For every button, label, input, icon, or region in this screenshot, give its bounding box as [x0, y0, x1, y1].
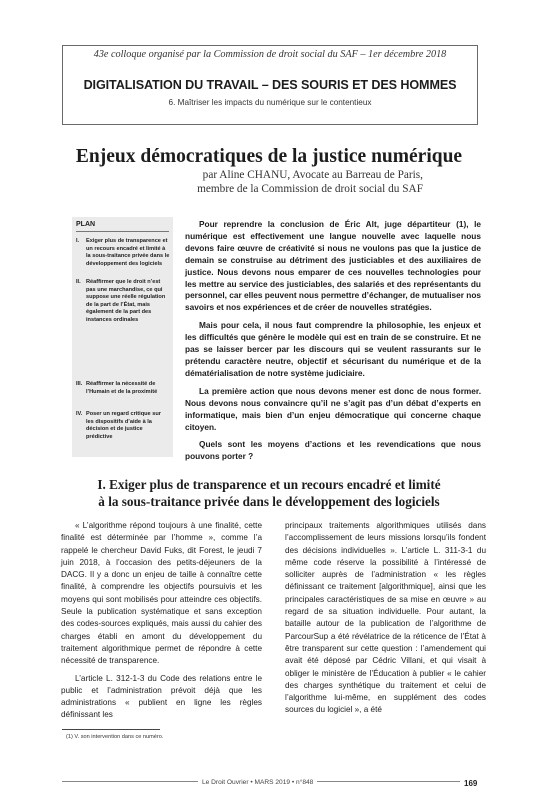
- body-paragraph: « L’algorithme répond toujours à une finalité, cette finalité est déterminée par l’homme », comme l’a rappelé le chercheur David Fuks, dit Forest, le jeudi 7 juin 2018, à l’occasion des petits-déjeuners de la DACG. Il y a donc un enjeu de taille à connaître cette finalité, à comprendre les objectifs poursuivis et les moyens qui sont mobilisés pour atteindre ces objectifs. Seule la publication systématique et sans exception des codes-sources expliqués, mais aussi du cahier des charges établi en amont du développement du traitement algorithmique permet de répondre à cette nécessité de transparence.: [61, 521, 262, 666]
- plan-item-text: Poser un regard critique sur les dispositifs d’aide à la décision et de justice prédictive: [86, 411, 161, 440]
- plan-heading: PLAN: [76, 221, 96, 228]
- plan-item-number: IV.: [76, 411, 83, 417]
- intro-paragraph: Mais pour cela, il nous faut comprendre la philosophie, les enjeux et les difficultés que génère le modèle qui est en train de se construire. Et ne pas se laisser bercer par les discours qui se veulent rassurants sur le prétendu caractère neutre, objectif et sécurisant du numérique et de la dématérialisation de notre système judiciaire.: [185, 320, 481, 378]
- body-column-left: [61, 520, 262, 727]
- plan-item-text: Réaffirmer que le droit n’est pas une marchandise, ce qui suppose une réelle régulation de la part de l’État, mais également de la part des instances ordinales: [86, 279, 166, 323]
- section-heading-line: I. Exiger plus de transparence et un recours encadré et limité: [97, 477, 441, 492]
- intro-paragraph: Pour reprendre la conclusion de Éric Alt, juge départiteur (1), le numérique est effectivement une langue nouvelle avec laquelle nous devons faire œuvre de créativité si nous ne voulons pas que la justice de demain se construise au détriment des justiciables et des auxiliaires de justice. Nous devons nous emparer de ces nouvelles technologies pour les mettre au service des justiciables, des salariés et des représentants du personnel, car elles peuvent nous permettre d’échanger, de mutualiser nos savoirs et nos expériences et de créer de nouvelles stratégies.: [185, 219, 482, 313]
- plan-item: [76, 381, 170, 396]
- plan-item-text: Exiger plus de transparence et un recours encadré et limité à la sous-traitance privée dans le développement des logiciels: [86, 238, 170, 267]
- plan-divider: [76, 231, 169, 232]
- colloque-header-box: [62, 45, 478, 125]
- colloque-line: 43e colloque organisé par la Commission de droit social du SAF – 1er décembre 2018: [63, 49, 477, 60]
- dossier-title: DIGITALISATION DU TRAVAIL – DES SOURIS ET DES HOMMES: [83, 78, 457, 92]
- body-column-right: [285, 520, 486, 722]
- footnote-rule: [62, 729, 160, 730]
- article-title: Enjeux démocratiques de la justice numérique: [75, 146, 463, 167]
- plan-sidebar: [72, 217, 173, 457]
- intro-paragraph: La première action que nous devons mener est donc de nous former. Nous devons nous convaincre qu’il ne s’agit pas d’un débat d’experts en informatique, mais bien d’un enjeu démocratique qui concerne chaque citoyen.: [185, 385, 481, 432]
- byline-author: par Aline CHANU, Avocate au Barreau de Paris,: [202, 169, 423, 181]
- intro-paragraph: Quels sont les moyens d’actions et les revendications que nous pouvons porter ?: [185, 439, 481, 462]
- page-number: 169: [460, 779, 477, 788]
- plan-item-number: I.: [76, 238, 80, 244]
- section-heading-line: à la sous-traitance privée dans le développement des logiciels: [98, 493, 440, 509]
- plan-item: [76, 238, 170, 268]
- plan-item: [76, 279, 170, 325]
- intro-text: [185, 219, 481, 469]
- plan-item-number: II.: [76, 279, 81, 285]
- plan-item-text: Réaffirmer la nécessité de l’Humain et de la proximité: [86, 381, 158, 395]
- byline: [197, 169, 423, 196]
- body-paragraph: principaux traitements algorithmiques utilisés dans l’accomplissement de leurs missions lorsqu’ils fondent des décisions individuelles ». L’article L. 311-3-1 du même code réserve la possibilité à l’intéressé de solliciter auprès de l’administration « les règles définissant ce traitement [algorithmique], ainsi que les principales caractéristiques de sa mise en œuvre » au regard de sa situation individuelle. Pour autant, la bataille autour de la publication de l’algorithme de ParcourSup a été révélatrice de la réticence de l’État à être transparent sur cette question : l’amendement qui avait été déposé par Cédric Villani, et qui visait à obliger le ministère de l’Éducation à publier « le cahier des charges synthétique du traitement et celui de l’algorithme lui-même, en supplément des codes sources du logiciel », a été: [285, 521, 486, 715]
- footnote: (1) V. son intervention dans ce numéro.: [66, 734, 164, 740]
- journal-footer: Le Droit Ouvrier • MARS 2019 • n°848: [198, 779, 317, 786]
- section-heading: [60, 477, 478, 511]
- plan-item: [76, 411, 170, 441]
- plan-item-number: III.: [76, 381, 83, 387]
- body-paragraph: L’article L. 312-1-3 du Code des relations entre le public et l’administration prévoit déjà que les administrations « publient en ligne les règles définissant les: [61, 673, 262, 720]
- byline-role: membre de la Commission de droit social du SAF: [197, 182, 423, 195]
- dossier-subtitle: 6. Maîtriser les impacts du numérique sur le contentieux: [168, 98, 372, 107]
